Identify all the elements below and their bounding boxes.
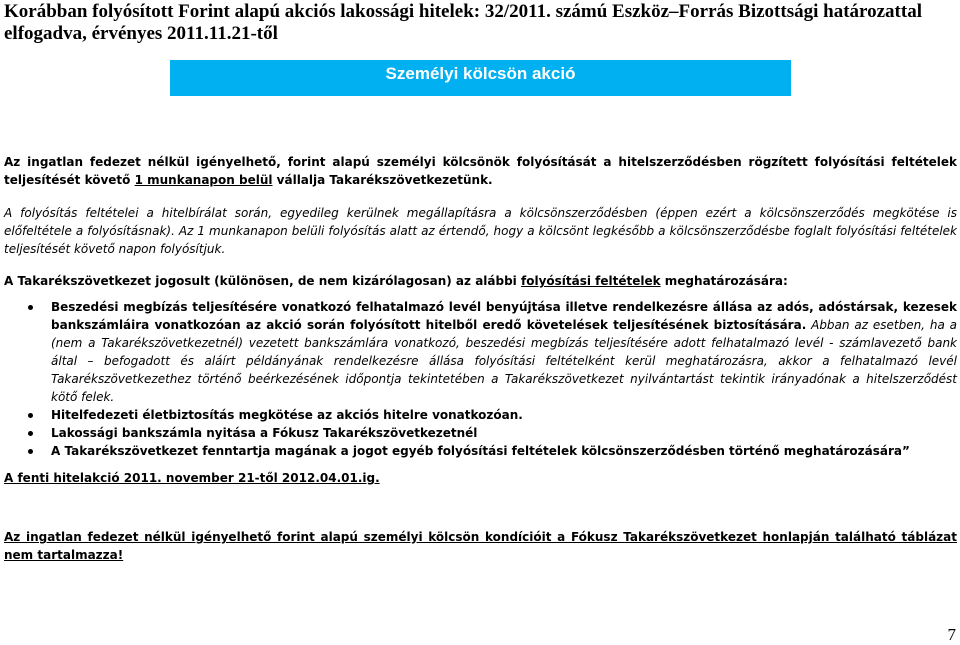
validity-statement: A fenti hitelakció 2011. november 21-től 2012.04.01.ig. bbox=[4, 471, 380, 485]
condition-bold-text: A Takarékszövetkezet fenntartja magának a jogot egyéb folyósítási feltételek kölcsönszerződésben történő meghatározására” bbox=[51, 444, 910, 458]
section-banner: Személyi kölcsön akció bbox=[170, 60, 791, 96]
rights-text-start: A Takarékszövetkezet jogosult (különösen, de nem kizárólagosan) az alábbi bbox=[4, 274, 521, 288]
footer-note: Az ingatlan fedezet nélkül igényelhető forint alapú személyi kölcsön kondícióit a Fókusz Takarékszövetkezet honlapján található táblázat nem tartalmazza! bbox=[4, 530, 957, 562]
bullet-icon bbox=[28, 413, 33, 418]
conditions-list bbox=[4, 298, 957, 460]
intro-underlined-deadline: 1 munkanapon belül bbox=[134, 173, 273, 187]
rights-paragraph bbox=[4, 272, 957, 290]
bullet-icon bbox=[28, 449, 33, 454]
conditions-note-paragraph: A folyósítás feltételei a hitelbírálat során, egyedileg kerülnek megállapításra a kölcsönszerződésben (éppen ezért a kölcsönszerződés megkötése is előfeltétele a folyósításnak). Az 1 munkanapon belüli folyósítás alatt az értendő, hogy a kölcsönt legkésőbb a kölcsönszerződésbe foglalt folyósítási feltételek teljesítését követő napon folyósítjuk. bbox=[4, 206, 957, 256]
list-item bbox=[4, 424, 957, 442]
list-item bbox=[4, 406, 957, 424]
rights-underlined-term: folyósítási feltételek bbox=[520, 274, 661, 288]
bullet-icon bbox=[28, 305, 33, 310]
page-number: 7 bbox=[947, 625, 956, 644]
condition-bold-text: Beszedési megbízás teljesítésére vonatkozó felhatalmazó levél benyújtása illetve rendelkezésre állása az adós, adóstársak, kezesek bankszámláira vonatkozóan az akció során folyósított hitelből eredő követelések teljesítésének biztosítására. bbox=[51, 300, 957, 332]
condition-bold-text: Lakossági bankszámla nyitása a Fókusz Takarékszövetkezetnél bbox=[51, 426, 478, 440]
page-title: Korábban folyósított Forint alapú akciós lakossági hitelek: 32/2011. számú Eszköz–Forrás Bizottsági határozattal elfogadva, érvényes 2011.11.21-től bbox=[4, 1, 922, 44]
list-item bbox=[4, 298, 957, 406]
rights-text-end: meghatározására: bbox=[660, 274, 788, 288]
intro-text-end: vállalja Takarékszövetkezetünk. bbox=[272, 173, 493, 187]
list-item bbox=[4, 442, 957, 460]
intro-paragraph bbox=[4, 153, 957, 189]
intro-text-start: Az ingatlan fedezet nélkül igényelhető, forint alapú személyi kölcsönök folyósítását a hitelszerződésben rögzített folyósítási feltételek teljesítését követő bbox=[4, 155, 957, 187]
condition-italic-text: Abban az esetben, ha a (nem a Takarékszövetkezetnél) vezetett bankszámlára vonatkozó, beszedési megbízás teljesítésére adott felhatalmazó levél - számlavezető bank által – befogadott és aláírt példányának rendelkezésre állása folyósítási feltételként kerül meghatározásra, akkor a felhatalmazó levél Takarékszövetkezethez történő beérkezésének időpontja tekintetében a Takarékszövetkezet nyilvántartást tekintik irányadónak a hitelszerződést kötő felek. bbox=[51, 318, 957, 404]
condition-bold-text: Hitelfedezeti életbiztosítás megkötése az akciós hitelre vonatkozóan. bbox=[51, 408, 523, 422]
bullet-icon bbox=[28, 431, 33, 436]
